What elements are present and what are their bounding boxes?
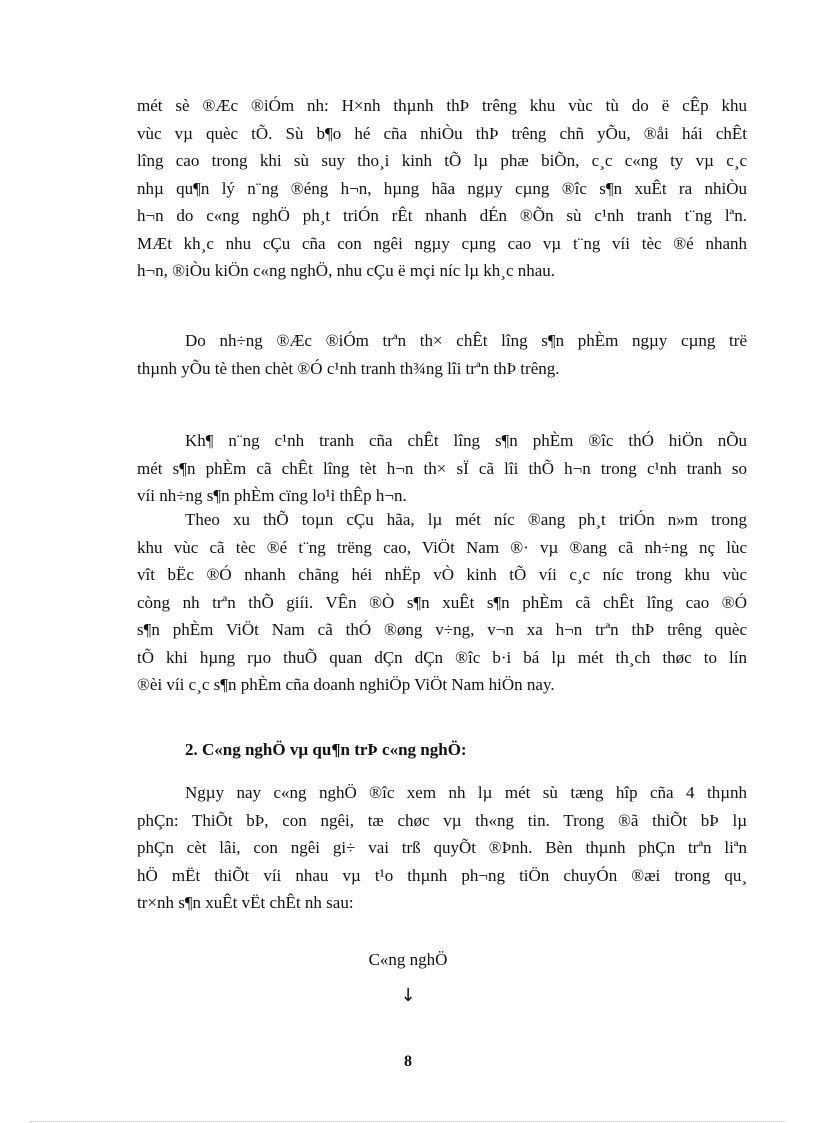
paragraph-2 [137, 327, 747, 382]
paragraph-5 [137, 779, 747, 917]
text-line: thµnh yÕu tè then chèt ®Ó c¹nh tranh th¾ng lîi trªn thÞ trêng. [137, 358, 560, 378]
page-number: 8 [404, 1053, 412, 1070]
text-line: h¬n, ®iÒu kiÖn c«ng nghÖ, nhu cÇu ë mçi níc lµ kh¸c nhau. [137, 261, 556, 280]
text-line: MÆt kh¸c nhu cÇu cña con ngêi ngµy cµng cao vµ t¨ng víi tèc ®é nhanh [137, 233, 747, 253]
text-line: Do nh÷ng ®Æc ®iÓm trªn th× chÊt lîng s¶n phÈm ngµy cµng trë [185, 331, 747, 350]
text-line: ®èi víi c¸c s¶n phÈm cña doanh nghiÖp ViÖt Nam hiÖn nay. [137, 675, 555, 694]
diagram-label: C«ng nghÖ [368, 950, 448, 969]
text-line: mét s¶n phÈm cã chÊt lîng tèt h¬n th× sÏ cã lîi thÕ h¬n trong c¹nh tranh so [137, 458, 747, 478]
paragraph-3 [137, 427, 747, 510]
paragraph-1 [137, 92, 747, 285]
text-line: khu vùc cã tèc ®é t¨ng trëng cao, ViÖt Nam ®· vµ ®ang cã nh÷ng nç lùc [137, 537, 747, 557]
text-line: tÕ khi hµng rµo thuÕ quan dÇn dÇn ®îc b·i bá lµ mét th¸ch thøc to lín [137, 647, 747, 667]
text-line: hÖ mËt thiÕt víi nhau vµ t¹o thµnh ph¬ng tiÖn chuyÓn ®æi trong qu¸ [137, 865, 747, 885]
footer-divider [30, 1121, 786, 1122]
arrow-down-icon: ↓ [400, 985, 416, 1006]
text-line: Theo xu thÕ toµn cÇu hãa, lµ mét níc ®ang ph¸t triÓn n»m trong [185, 510, 747, 529]
text-line: phÇn: ThiÕt bÞ, con ngêi, tæ chøc vµ th«ng tin. Trong ®ã thiÕt bÞ lµ [137, 810, 747, 830]
text-line: Kh¶ n¨ng c¹nh tranh cña chÊt lîng s¶n phÈm ®îc thÓ hiÖn nÕu [185, 431, 747, 450]
text-line: víi nh÷ng s¶n phÈm cïng lo¹i thÊp h¬n. [137, 486, 407, 505]
text-line: phÇn cèt lâi, con ngêi gi÷ vai trß quyÕt ®Þnh. Bèn thµnh phÇn trªn liªn [137, 838, 747, 857]
text-line: mét sè ®Æc ®iÓm nh: H×nh thµnh thÞ trêng khu vùc tù do ë cÊp khu [137, 96, 747, 115]
text-line: còng nh trªn thÕ giíi. VÊn ®Ò s¶n xuÊt s¶n phÈm cã chÊt lîng cao ®Ó [137, 592, 747, 612]
text-line: h¬n do c«ng nghÖ ph¸t triÓn rÊt nhanh dÉn ®Õn sù c¹nh tranh t¨ng lªn. [137, 206, 747, 225]
text-line: lîng cao trong khi sù suy tho¸i kinh tÕ lµ phæ biÕn, c¸c c«ng ty vµ c¸c [137, 151, 747, 170]
text-line: s¶n phÈm ViÖt Nam cã thÓ ®øng v÷ng, v¬n xa h¬n trªn thÞ trêng quèc [137, 620, 747, 639]
text-line: nhµ qu¶n lý n¨ng ®éng h¬n, hµng hãa ngµy cµng ®îc s¶n xuÊt ra nhiÒu [137, 178, 747, 198]
text-line: tr×nh s¶n xuÊt vËt chÊt nh sau: [137, 893, 354, 912]
section-heading: 2. C«ng nghÖ vµ qu¶n trÞ c«ng nghÖ: [185, 740, 467, 759]
text-line: Ngµy nay c«ng nghÖ ®îc xem nh lµ mét sù tæng hîp cña 4 thµnh [185, 783, 747, 802]
paragraph-4 [137, 506, 747, 699]
text-line: vùc vµ quèc tÕ. Sù b¶o hé cña nhiÒu thÞ trêng chñ yÕu, ®åi hái chÊt [137, 123, 747, 143]
text-line: vît bËc ®Ó nhanh chãng héi nhËp vÒ kinh tÕ víi c¸c níc trong khu vùc [137, 565, 747, 584]
